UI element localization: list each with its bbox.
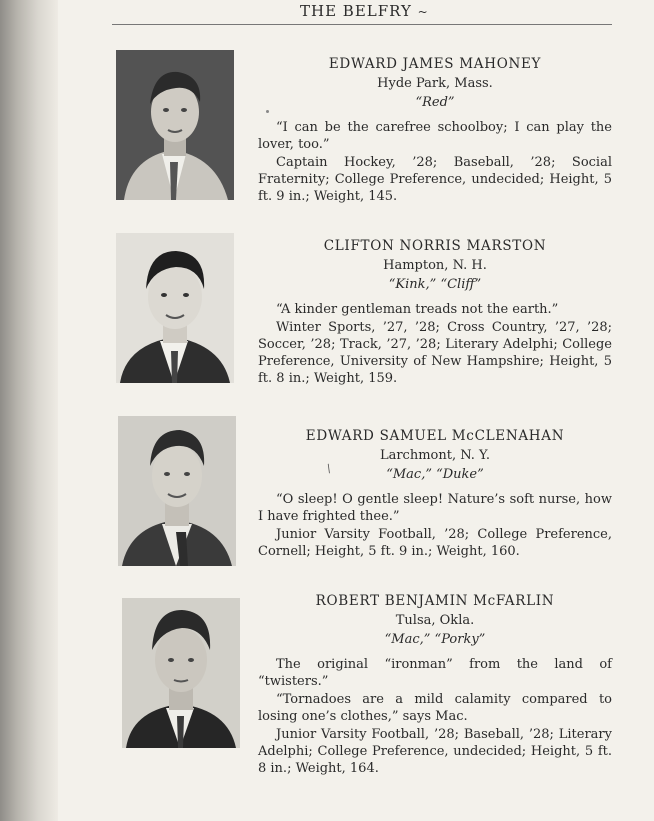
portrait-photo-mahoney bbox=[116, 50, 234, 200]
entry-marston bbox=[258, 238, 612, 387]
portrait-mahoney-icon bbox=[116, 50, 234, 200]
nickname: “Kink,” “Cliff” bbox=[388, 277, 482, 292]
page-gutter-shadow bbox=[0, 0, 58, 821]
quote: “I can be the carefree schoolboy; I can play the lover, too.” bbox=[258, 120, 612, 152]
print-speck-dash: / bbox=[324, 461, 334, 476]
entry-mahoney bbox=[258, 56, 612, 205]
student-name: CLIFTON NORRIS MARSTON bbox=[323, 238, 547, 254]
quote-second: “Tornadoes are a mild calamity compared to losing one’s clothes,” says Mac. bbox=[258, 692, 612, 724]
portrait-mcfarlin-icon bbox=[122, 598, 240, 748]
quote: “A kinder gentleman treads not the earth.” bbox=[276, 302, 559, 317]
portrait-photo-mcclenahan bbox=[118, 416, 236, 566]
nickname: “Mac,” “Duke” bbox=[386, 467, 484, 482]
hometown: Hampton, N. H. bbox=[383, 258, 487, 273]
entry-mcfarlin bbox=[258, 593, 612, 777]
quote: The original “ironman” from the land of “twisters.” bbox=[258, 657, 612, 689]
student-name: EDWARD JAMES MAHONEY bbox=[328, 56, 542, 72]
nickname: “Red” bbox=[415, 95, 455, 110]
entry-mcclenahan bbox=[258, 428, 612, 560]
student-name: EDWARD SAMUEL McCLENAHAN bbox=[305, 428, 565, 444]
student-name: ROBERT BENJAMIN McFARLIN bbox=[315, 593, 555, 609]
header-mark: ~ bbox=[417, 5, 429, 19]
portrait-mcclenahan-icon bbox=[118, 416, 236, 566]
running-header bbox=[300, 2, 429, 20]
header-title: THE BELFRY bbox=[300, 2, 412, 20]
activity-record: Winter Sports, ’27, ’28; Cross Country, ’27, ’28; Soccer, ’28; Track, ’27, ’28; Literary Adelphi; College Preference, University of New Hampshire; Height, 5 ft. 8 in.; Weight, 159. bbox=[258, 320, 612, 386]
portrait-marston-icon bbox=[116, 233, 234, 383]
portrait-photo-mcfarlin bbox=[122, 598, 240, 748]
quote: “O sleep! O gentle sleep! Nature’s soft nurse, how I have frighted thee.” bbox=[258, 492, 612, 524]
hometown: Tulsa, Okla. bbox=[395, 613, 475, 628]
portrait-photo-marston bbox=[116, 233, 234, 383]
activity-record: Junior Varsity Football, ’28; Baseball, ’28; Literary Adelphi; College Preference, undecided; Height, 5 ft. 8 in.; Weight, 164. bbox=[258, 727, 612, 776]
activity-record: Junior Varsity Football, ’28; College Preference, Cornell; Height, 5 ft. 9 in.; Weight, 160. bbox=[258, 527, 612, 559]
hometown: Hyde Park, Mass. bbox=[377, 76, 493, 91]
nickname: “Mac,” “Porky” bbox=[384, 632, 486, 647]
header-rule bbox=[112, 24, 612, 25]
hometown: Larchmont, N. Y. bbox=[379, 448, 491, 463]
activity-record: Captain Hockey, ’28; Baseball, ’28; Social Fraternity; College Preference, undecided; Height, 5 ft. 9 in.; Weight, 145. bbox=[258, 155, 612, 204]
